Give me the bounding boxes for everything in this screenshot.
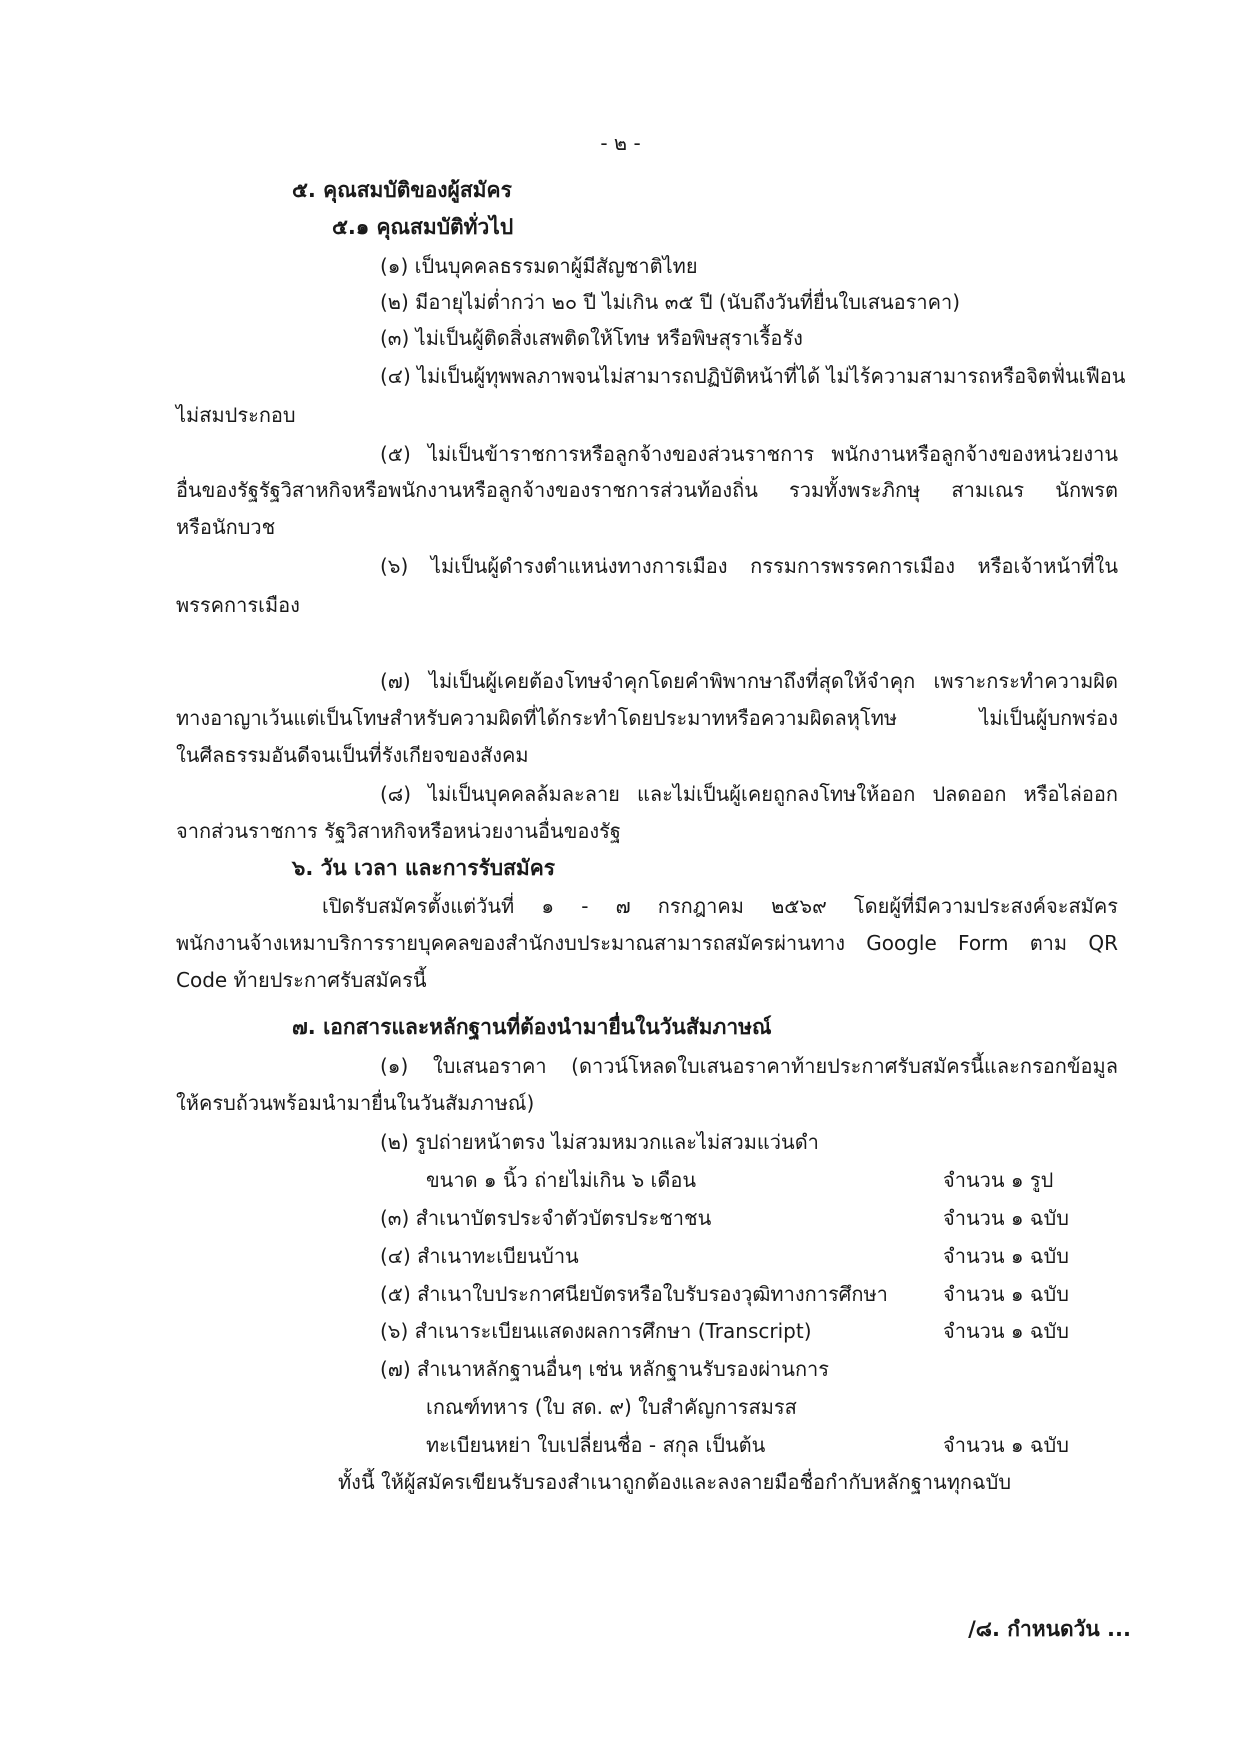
section-6-paragraph-line-3: Code ท้ายประกาศรับสมัครนี้ [176, 968, 427, 992]
qualification-1: (๑) เป็นบุคคลธรรมดาผู้มีสัญชาติไทย [380, 254, 698, 278]
document-4-quantity: จำนวน ๑ ฉบับ [943, 1244, 1069, 1268]
section-5-1-heading: ๕.๑ คุณสมบัติทั่วไป [332, 215, 514, 239]
document-7-line-3: ทะเบียนหย่า ใบเปลี่ยนชื่อ - สกุล เป็นต้น [426, 1433, 766, 1457]
document-4: (๔) สำเนาทะเบียนบ้าน [380, 1244, 579, 1268]
document-3-quantity: จำนวน ๑ ฉบับ [943, 1206, 1069, 1230]
section-7-note: ทั้งนี้ ให้ผู้สมัครเขียนรับรองสำเนาถูกต้องและลงลายมือชื่อกำกับหลักฐานทุกฉบับ [338, 1470, 1012, 1494]
section-6-heading: ๖. วัน เวลา และการรับสมัคร [292, 856, 556, 880]
qualification-7-line-1: (๗) ไม่เป็นผู้เคยต้องโทษจำคุกโดยคำพิพากษาถึงที่สุดให้จำคุก เพราะกระทำความผิด [380, 669, 1118, 693]
qualification-6-line-1: (๖) ไม่เป็นผู้ดำรงตำแหน่งทางการเมือง กรรมการพรรคการเมือง หรือเจ้าหน้าที่ใน [380, 554, 1118, 578]
document-7-quantity: จำนวน ๑ ฉบับ [943, 1433, 1069, 1457]
document-1-line-1: (๑) ใบเสนอราคา (ดาวน์โหลดใบเสนอราคาท้ายประกาศรับสมัครนี้และกรอกข้อมูล [380, 1054, 1118, 1078]
qualification-8-line-2: จากส่วนราชการ รัฐวิสาหกิจหรือหน่วยงานอื่นของรัฐ [176, 819, 621, 843]
document-6: (๖) สำเนาระเบียนแสดงผลการศึกษา (Transcript) [380, 1319, 812, 1343]
qualification-5-line-1: (๕) ไม่เป็นข้าราชการหรือลูกจ้างของส่วนราชการ พนักงานหรือลูกจ้างของหน่วยงาน [380, 442, 1118, 466]
document-1-line-2: ให้ครบถ้วนพร้อมนำมายื่นในวันสัมภาษณ์) [176, 1091, 535, 1115]
document-7-line-1: (๗) สำเนาหลักฐานอื่นๆ เช่น หลักฐานรับรองผ่านการ [380, 1357, 830, 1381]
continuation-footer: /๘. กำหนดวัน ... [968, 1617, 1131, 1641]
qualification-5-line-3: หรือนักบวช [176, 515, 276, 539]
qualification-7-line-2: ทางอาญาเว้นแต่เป็นโทษสำหรับความผิดที่ได้กระทำโดยประมาทหรือความผิดลหุโทษ ไม่เป็นผู้บกพร่อง [176, 706, 1118, 730]
section-5-heading: ๕. คุณสมบัติของผู้สมัคร [292, 178, 512, 202]
section-7-heading: ๗. เอกสารและหลักฐานที่ต้องนำมายื่นในวันสัมภาษณ์ [292, 1015, 772, 1039]
document-2-line-1: (๒) รูปถ่ายหน้าตรง ไม่สวมหมวกและไม่สวมแว่นดำ [380, 1130, 819, 1154]
document-6-quantity: จำนวน ๑ ฉบับ [943, 1319, 1069, 1343]
document-5-quantity: จำนวน ๑ ฉบับ [943, 1282, 1069, 1306]
section-6-paragraph-line-1: เปิดรับสมัครตั้งแต่วันที่ ๑ - ๗ กรกฎาคม ๒๕๖๙ โดยผู้ที่มีความประสงค์จะสมัคร [322, 894, 1118, 918]
page-number: - ๒ - [600, 131, 641, 155]
document-2-line-2: ขนาด ๑ นิ้ว ถ่ายไม่เกิน ๖ เดือน [426, 1168, 697, 1192]
qualification-3: (๓) ไม่เป็นผู้ติดสิ่งเสพติดให้โทษ หรือพิษสุราเรื้อรัง [380, 326, 803, 350]
document-3: (๓) สำเนาบัตรประจำตัวบัตรประชาชน [380, 1206, 712, 1230]
document-7-line-2: เกณฑ์ทหาร (ใบ สด. ๙) ใบสำคัญการสมรส [426, 1395, 797, 1419]
qualification-2: (๒) มีอายุไม่ต่ำกว่า ๒๐ ปี ไม่เกิน ๓๕ ปี (นับถึงวันที่ยื่นใบเสนอราคา) [380, 290, 961, 314]
qualification-7-line-3: ในศีลธรรมอันดีจนเป็นที่รังเกียจของสังคม [176, 743, 529, 767]
qualification-8-line-1: (๘) ไม่เป็นบุคคลล้มละลาย และไม่เป็นผู้เคยถูกลงโทษให้ออก ปลดออก หรือไล่ออก [380, 782, 1118, 806]
qualification-6-line-2: พรรคการเมือง [176, 593, 300, 617]
qualification-4-line-2: ไม่สมประกอบ [176, 403, 296, 427]
document-2-quantity: จำนวน ๑ รูป [943, 1168, 1054, 1192]
qualification-4-line-1: (๔) ไม่เป็นผู้ทุพพลภาพจนไม่สามารถปฏิบัติหน้าที่ได้ ไม่ไร้ความสามารถหรือจิตฟั่นเฟือน [380, 364, 1126, 388]
document-5: (๕) สำเนาใบประกาศนียบัตรหรือใบรับรองวุฒิทางการศึกษา [380, 1282, 888, 1306]
section-6-paragraph-line-2: พนักงานจ้างเหมาบริการรายบุคคลของสำนักงบประมาณสามารถสมัครผ่านทาง Google Form ตาม QR [176, 931, 1118, 955]
qualification-5-line-2: อื่นของรัฐรัฐวิสาหกิจหรือพนักงานหรือลูกจ้างของราชการส่วนท้องถิ่น รวมทั้งพระภิกษุ สามเณร นักพรต [176, 478, 1118, 502]
